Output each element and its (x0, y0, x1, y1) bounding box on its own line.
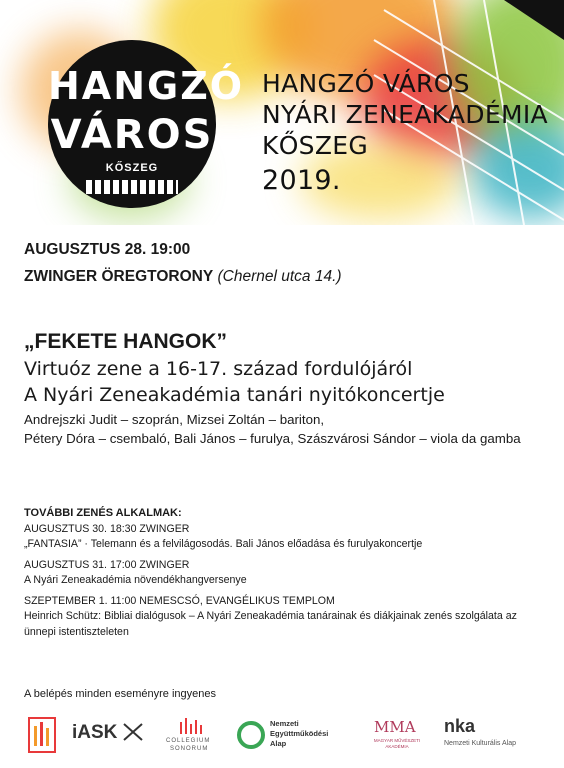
nea-text: Alap (270, 739, 287, 748)
title-line: KŐSZEG (262, 131, 369, 160)
piano-keys-graphic (86, 180, 178, 194)
event-what: ünnepi istentiszteleten (24, 625, 129, 638)
event-info (24, 236, 554, 290)
venue-name: ZWINGER ÖREGTORONY (24, 268, 214, 285)
nka-subtitle: Nemzeti Kulturális Alap (444, 740, 516, 747)
collegium-text: COLLEGIUM (166, 738, 211, 744)
logo-line1: HANGZÓ (48, 64, 245, 108)
title-line: NYÁRI ZENEAKADÉMIA (262, 100, 548, 129)
nea-text: Együttműködési (270, 729, 329, 738)
free-entry-note: A belépés minden eseményre ingyenes (24, 688, 217, 700)
event-date: AUGUSZTUS 28. 19:00 (24, 241, 191, 258)
more-events (24, 506, 517, 640)
concert-subtitle: A Nyári Zeneakadémia tanári nyitókoncertje (24, 384, 445, 406)
concert-block (24, 328, 521, 448)
mma-subtitle: MAGYAR MŰVÉSZETI AKADÉMIA (373, 738, 421, 749)
event-when: AUGUSZTUS 30. 18:30 ZWINGER (24, 522, 190, 535)
iask-text: iASK (72, 722, 118, 743)
mma-text: MMA (374, 718, 416, 736)
hangzo-varos-logo (48, 40, 245, 208)
sponsor-logos (28, 714, 548, 758)
mma-logo (362, 714, 432, 758)
venue-address: (Chernel utca 14.) (217, 268, 342, 285)
collegium-sonorum-logo (164, 714, 224, 758)
event-what: A Nyári Zeneakadémia növendékhangversenye (24, 574, 247, 586)
more-events-heading: TOVÁBBI ZENÉS ALKALMAK: (24, 507, 182, 519)
nka-logo (444, 714, 548, 758)
sonorum-text: SONORUM (170, 746, 209, 752)
concert-subtitle: Virtuóz zene a 16-17. század fordulójáról (24, 358, 413, 380)
logo-line2: VÁROS (50, 112, 214, 158)
event-when: SZEPTEMBER 1. 11:00 NEMESCSÓ, EVANGÉLIKUS TEMPLOM (24, 594, 335, 607)
event-venue (24, 263, 554, 290)
festival-year: 2019. (262, 165, 341, 196)
festival-title (262, 68, 548, 196)
event-what: Heinrich Schütz: Bibliai dialógusok – A Nyári Zeneakadémia tanárainak és diákjainak zenés szolgálata az (24, 610, 517, 622)
event-when: AUGUSZTUS 31. 17:00 ZWINGER (24, 558, 190, 571)
me-logo (28, 714, 58, 758)
concert-performers: Andrejszki Judit – szoprán, Mizsei Zoltán – bariton, (24, 412, 325, 427)
logo-line3: KŐSZEG (105, 162, 159, 174)
iask-logo (72, 714, 152, 758)
event-what: „FANTASIA” · Telemann és a felvilágosodás. Bali János előadása és furulyakoncertje (24, 538, 423, 550)
concert-title: „FEKETE HANGOK” (24, 330, 228, 353)
header-banner (0, 0, 564, 225)
concert-performers: Pétery Dóra – csembaló, Bali János – furulya, Szászvárosi Sándor – viola da gamba (24, 431, 521, 446)
nea-logo (236, 714, 346, 758)
nka-text: nka (444, 716, 476, 736)
nea-text: Nemzeti (270, 719, 299, 728)
title-line: HANGZÓ VÁROS (262, 69, 470, 98)
